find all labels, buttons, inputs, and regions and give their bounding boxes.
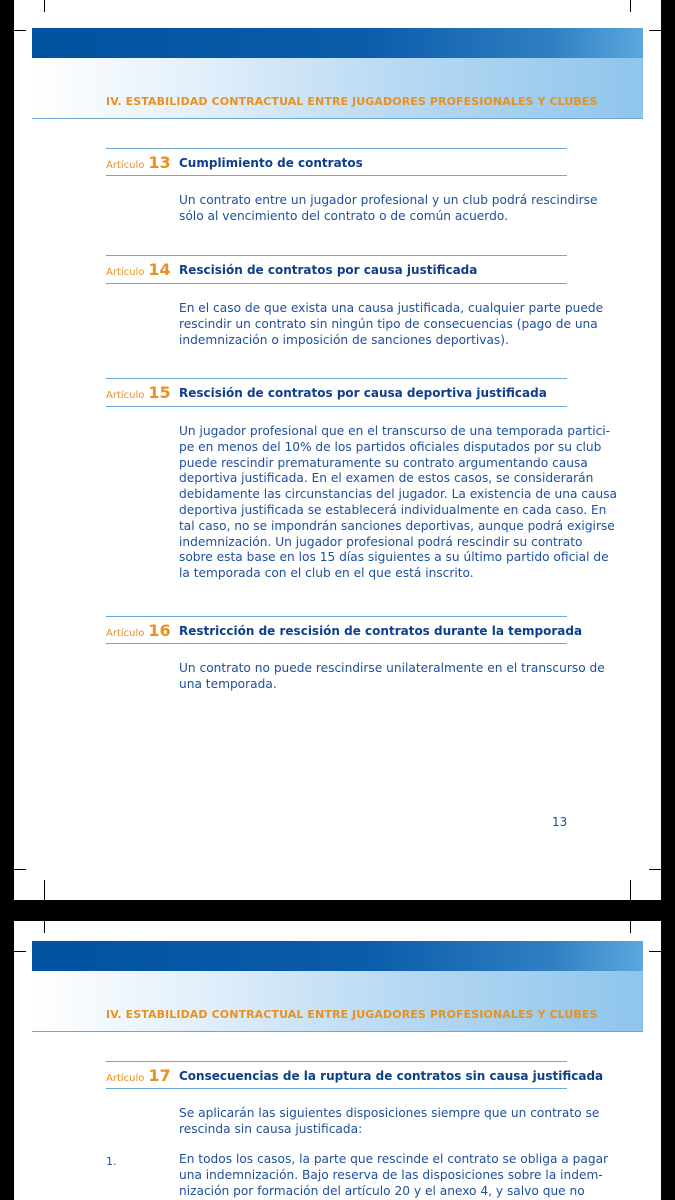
article-rule <box>106 616 567 617</box>
article-rule <box>106 406 567 407</box>
document-page-13 <box>14 0 661 900</box>
crop-mark <box>44 0 45 12</box>
crop-mark <box>44 921 45 933</box>
article-body: Se aplicarán las siguientes disposiciones siempre que un contrato se rescinda sin causa justificada: <box>179 1106 600 1136</box>
crop-mark <box>649 30 661 31</box>
article-body: Un jugador profesional que en el transcurso de una temporada partici- pe en menos del 10% de los partidos oficiales disputados por su club puede rescindir prematuramente su contrato argumentando causa deportiva justificada. En el examen de estos casos, se considerarán debidamente las circunstancias del jugador. La existencia de una causa deportiva justificada se establecerá individualmente en cada caso. En tal caso, no se impondrán sanciones deportivas, aunque podrá exigirse indemnización. Un jugador profesional podrá rescindir su contrato sobre esta base en los 15 días siguientes a su último partido oficial de la temporada con el club en el que está inscrito. <box>179 424 618 581</box>
header-band <box>32 28 643 58</box>
header-gradient <box>32 971 643 1031</box>
crop-mark <box>14 30 26 31</box>
list-item-number: 1. <box>106 1155 117 1168</box>
header-rule <box>32 1031 643 1032</box>
article-label: Artículo 15 <box>106 383 171 402</box>
list-item-body: En todos los casos, la parte que rescinde el contrato se obliga a pagar una indemnización. Bajo reserva de las disposiciones sobre la indem- nización por formación del artículo 20 y el anexo 4, y salvo que no <box>179 1152 609 1198</box>
article-number: 17 <box>148 1066 171 1085</box>
article-rule <box>106 1088 567 1089</box>
article-number: 16 <box>148 621 171 640</box>
crop-mark <box>630 921 631 933</box>
article-label: Artículo 16 <box>106 621 171 640</box>
article-rule <box>106 643 567 644</box>
article-title: Rescisión de contratos por causa justificada <box>179 263 478 277</box>
article-rule <box>106 255 567 256</box>
crop-mark <box>14 951 26 952</box>
article-number: 13 <box>148 153 171 172</box>
article-rule <box>106 175 567 176</box>
crop-mark <box>630 0 631 12</box>
header-band <box>32 941 643 971</box>
chapter-title: IV. ESTABILIDAD CONTRACTUAL ENTRE JUGADORES PROFESIONALES Y CLUBES <box>106 95 598 108</box>
crop-mark <box>649 869 661 870</box>
article-title: Cumplimiento de contratos <box>179 156 363 170</box>
article-rule <box>106 283 567 284</box>
article-title: Rescisión de contratos por causa deportiva justificada <box>179 386 547 400</box>
page-number: 13 <box>552 815 568 829</box>
article-label: Artículo 14 <box>106 260 171 279</box>
article-title: Consecuencias de la ruptura de contratos sin causa justificada <box>179 1069 604 1083</box>
article-rule <box>106 1061 567 1062</box>
document-page-14 <box>14 921 661 1200</box>
article-label: Artículo 13 <box>106 153 171 172</box>
crop-mark <box>44 880 45 900</box>
article-rule <box>106 148 567 149</box>
article-body: En el caso de que exista una causa justificada, cualquier parte puede rescindir un contrato sin ningún tipo de consecuencias (pago de una indemnización o imposición de sanciones deportivas). <box>179 301 604 347</box>
article-number: 14 <box>148 260 171 279</box>
article-number: 15 <box>148 383 171 402</box>
crop-mark <box>630 880 631 900</box>
chapter-title: IV. ESTABILIDAD CONTRACTUAL ENTRE JUGADORES PROFESIONALES Y CLUBES <box>106 1008 598 1021</box>
article-body: Un contrato no puede rescindirse unilateralmente en el transcurso de una temporada. <box>179 661 605 691</box>
crop-mark <box>14 869 26 870</box>
article-title: Restricción de rescisión de contratos durante la temporada <box>179 624 583 638</box>
header-rule <box>32 118 643 119</box>
article-label: Artículo 17 <box>106 1066 171 1085</box>
crop-mark <box>649 951 661 952</box>
header-gradient <box>32 58 643 118</box>
article-body: Un contrato entre un jugador profesional y un club podrá rescindirse sólo al vencimiento del contrato o de común acuerdo. <box>179 193 598 223</box>
article-rule <box>106 378 567 379</box>
